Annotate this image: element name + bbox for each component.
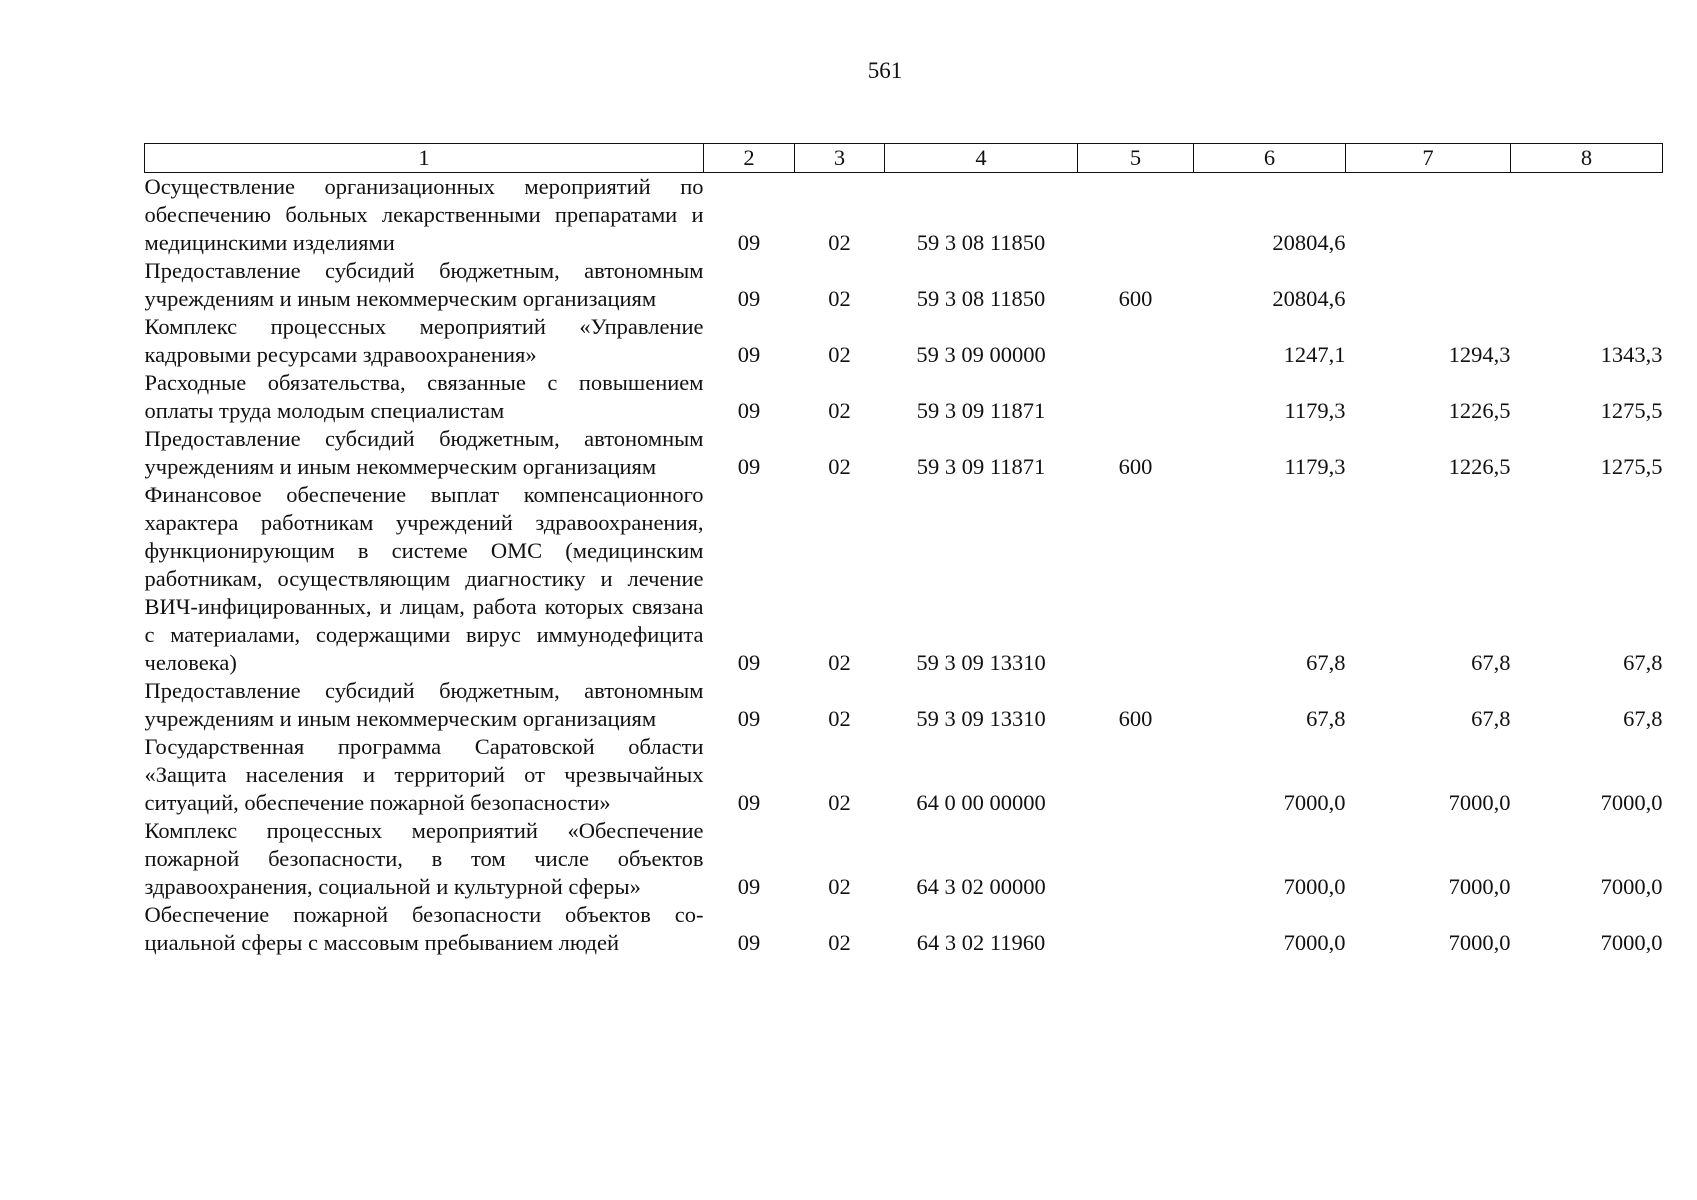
row-target-code: 64 3 02 00000 <box>916 874 1046 899</box>
row-amount-col-8: 67,8 <box>1623 706 1663 731</box>
row-subsection: 02 <box>828 454 851 479</box>
table-row <box>145 369 1663 425</box>
row-subsection: 02 <box>828 930 851 955</box>
row-subsection: 02 <box>828 230 851 255</box>
row-subsection: 02 <box>828 706 851 731</box>
row-amount-col-8: 7000,0 <box>1600 790 1663 815</box>
row-amount-col-8 <box>1511 173 1663 258</box>
table-row <box>145 257 1663 313</box>
table-header <box>145 144 1663 173</box>
row-amount-col-6: 67,8 <box>1306 650 1346 675</box>
row-amount-col-8: 1275,5 <box>1600 398 1663 423</box>
row-expense-type <box>1078 733 1194 817</box>
row-target-code: 59 3 08 11850 <box>916 230 1046 255</box>
row-section: 09 <box>737 398 761 423</box>
row-section: 09 <box>737 874 761 899</box>
row-section: 09 <box>737 286 761 311</box>
row-description: Осуществление организационных мероприятий по обеспечению больных лекарственными препаратами и медицинскими изделиями <box>144 174 704 255</box>
row-expense-type <box>1078 481 1194 677</box>
row-expense-type <box>1078 369 1194 425</box>
row-amount-col-8: 1275,5 <box>1600 454 1663 479</box>
row-amount-col-6: 7000,0 <box>1283 790 1346 815</box>
row-amount-col-6: 1179,3 <box>1284 398 1346 423</box>
row-section: 09 <box>737 230 761 255</box>
row-expense-type <box>1078 817 1194 901</box>
row-expense-type: 600 <box>1118 454 1153 479</box>
row-amount-col-8: 67,8 <box>1623 650 1663 675</box>
header-col-1: 1 <box>145 144 704 173</box>
row-amount-col-7: 67,8 <box>1471 650 1511 675</box>
header-col-4: 4 <box>885 144 1078 173</box>
row-amount-col-6: 7000,0 <box>1283 874 1346 899</box>
row-amount-col-6: 20804,6 <box>1272 286 1346 311</box>
table-body <box>145 173 1663 958</box>
row-section: 09 <box>737 454 761 479</box>
row-target-code: 59 3 09 13310 <box>916 706 1046 731</box>
row-expense-type: 600 <box>1118 706 1153 731</box>
row-description: Предоставление субсидий бюджетным, автономным учреждениям и иным некоммерческим организациям <box>144 426 704 479</box>
header-col-5: 5 <box>1078 144 1194 173</box>
page-number: 561 <box>867 58 903 83</box>
row-amount-col-7: 1226,5 <box>1448 454 1511 479</box>
row-section: 09 <box>737 790 761 815</box>
header-col-3: 3 <box>795 144 885 173</box>
table-row <box>145 481 1663 677</box>
budget-table <box>144 143 1663 957</box>
row-description: Комплекс процессных мероприятий «Управление кадровыми ресурсами здравоохранения» <box>144 314 704 367</box>
row-description: Финансовое обеспечение выплат компенсационного характера работникам учреждений здравоохранения, функционирующим в системе ОМС (медицинским работникам, осуществляющим диагностику и лечение ВИЧ-инфицированных, и лицам, работа которых связана с материалами, содержащими вирус иммунодефицита человека) <box>144 482 704 675</box>
row-description: Обеспечение пожарной безопасности объектов социальной сферы с массовым пребыванием людей <box>144 902 704 955</box>
row-section: 09 <box>737 650 761 675</box>
row-amount-col-6: 20804,6 <box>1272 230 1346 255</box>
header-col-8: 8 <box>1511 144 1663 173</box>
row-subsection: 02 <box>828 790 851 815</box>
row-amount-col-7: 67,8 <box>1471 706 1511 731</box>
row-expense-type <box>1078 901 1194 957</box>
row-target-code: 59 3 09 00000 <box>916 342 1046 367</box>
row-amount-col-7 <box>1346 173 1511 258</box>
header-col-6: 6 <box>1194 144 1346 173</box>
table-row <box>145 817 1663 901</box>
row-description: Государственная программа Саратовской области «Защита населения и территорий от чрезвычайных ситуаций, обеспечение пожарной безопасности» <box>144 734 704 815</box>
table-row <box>145 901 1663 957</box>
row-description: Предоставление субсидий бюджетным, автономным учреждениям и иным некоммерческим организациям <box>144 678 704 731</box>
row-amount-col-6: 67,8 <box>1306 706 1346 731</box>
row-subsection: 02 <box>828 286 851 311</box>
row-amount-col-7: 1294,3 <box>1448 342 1511 367</box>
row-section: 09 <box>737 342 761 367</box>
row-amount-col-8: 7000,0 <box>1600 930 1663 955</box>
row-amount-col-7: 7000,0 <box>1448 874 1511 899</box>
table-row <box>145 425 1663 481</box>
row-amount-col-7: 1226,5 <box>1448 398 1511 423</box>
table-row <box>145 173 1663 258</box>
row-target-code: 59 3 09 11871 <box>916 454 1046 479</box>
row-description: Предоставление субсидий бюджетным, автономным учреждениям и иным некоммерческим организациям <box>144 258 704 311</box>
row-section: 09 <box>737 930 761 955</box>
row-subsection: 02 <box>828 650 851 675</box>
row-target-code: 59 3 09 13310 <box>916 650 1046 675</box>
row-amount-col-6: 7000,0 <box>1283 930 1346 955</box>
row-target-code: 59 3 09 11871 <box>916 398 1046 423</box>
header-col-7: 7 <box>1346 144 1511 173</box>
header-row <box>145 144 1663 173</box>
row-target-code: 59 3 08 11850 <box>916 286 1046 311</box>
row-expense-type <box>1078 313 1194 369</box>
row-amount-col-8 <box>1511 257 1663 313</box>
row-amount-col-8: 7000,0 <box>1600 874 1663 899</box>
row-amount-col-6: 1247,1 <box>1283 342 1346 367</box>
row-description: Расходные обязательства, связанные с повышением оплаты труда молодым специалистам <box>144 370 704 423</box>
row-amount-col-7: 7000,0 <box>1448 930 1511 955</box>
row-target-code: 64 0 00 00000 <box>916 790 1046 815</box>
row-subsection: 02 <box>828 874 851 899</box>
table-row <box>145 313 1663 369</box>
row-description: Комплекс процессных мероприятий «Обеспечение пожарной безопасности, в том числе объектов здравоохранения, социальной и культурной сферы» <box>144 818 704 899</box>
row-amount-col-7: 7000,0 <box>1448 790 1511 815</box>
row-subsection: 02 <box>828 342 851 367</box>
row-section: 09 <box>737 706 761 731</box>
row-expense-type <box>1078 173 1194 258</box>
header-col-2: 2 <box>704 144 795 173</box>
row-target-code: 64 3 02 11960 <box>916 930 1046 955</box>
row-amount-col-6: 1179,3 <box>1284 454 1346 479</box>
table-row <box>145 677 1663 733</box>
table-row <box>145 733 1663 817</box>
row-subsection: 02 <box>828 398 851 423</box>
row-amount-col-7 <box>1346 257 1511 313</box>
row-expense-type: 600 <box>1118 286 1153 311</box>
row-amount-col-8: 1343,3 <box>1600 342 1663 367</box>
